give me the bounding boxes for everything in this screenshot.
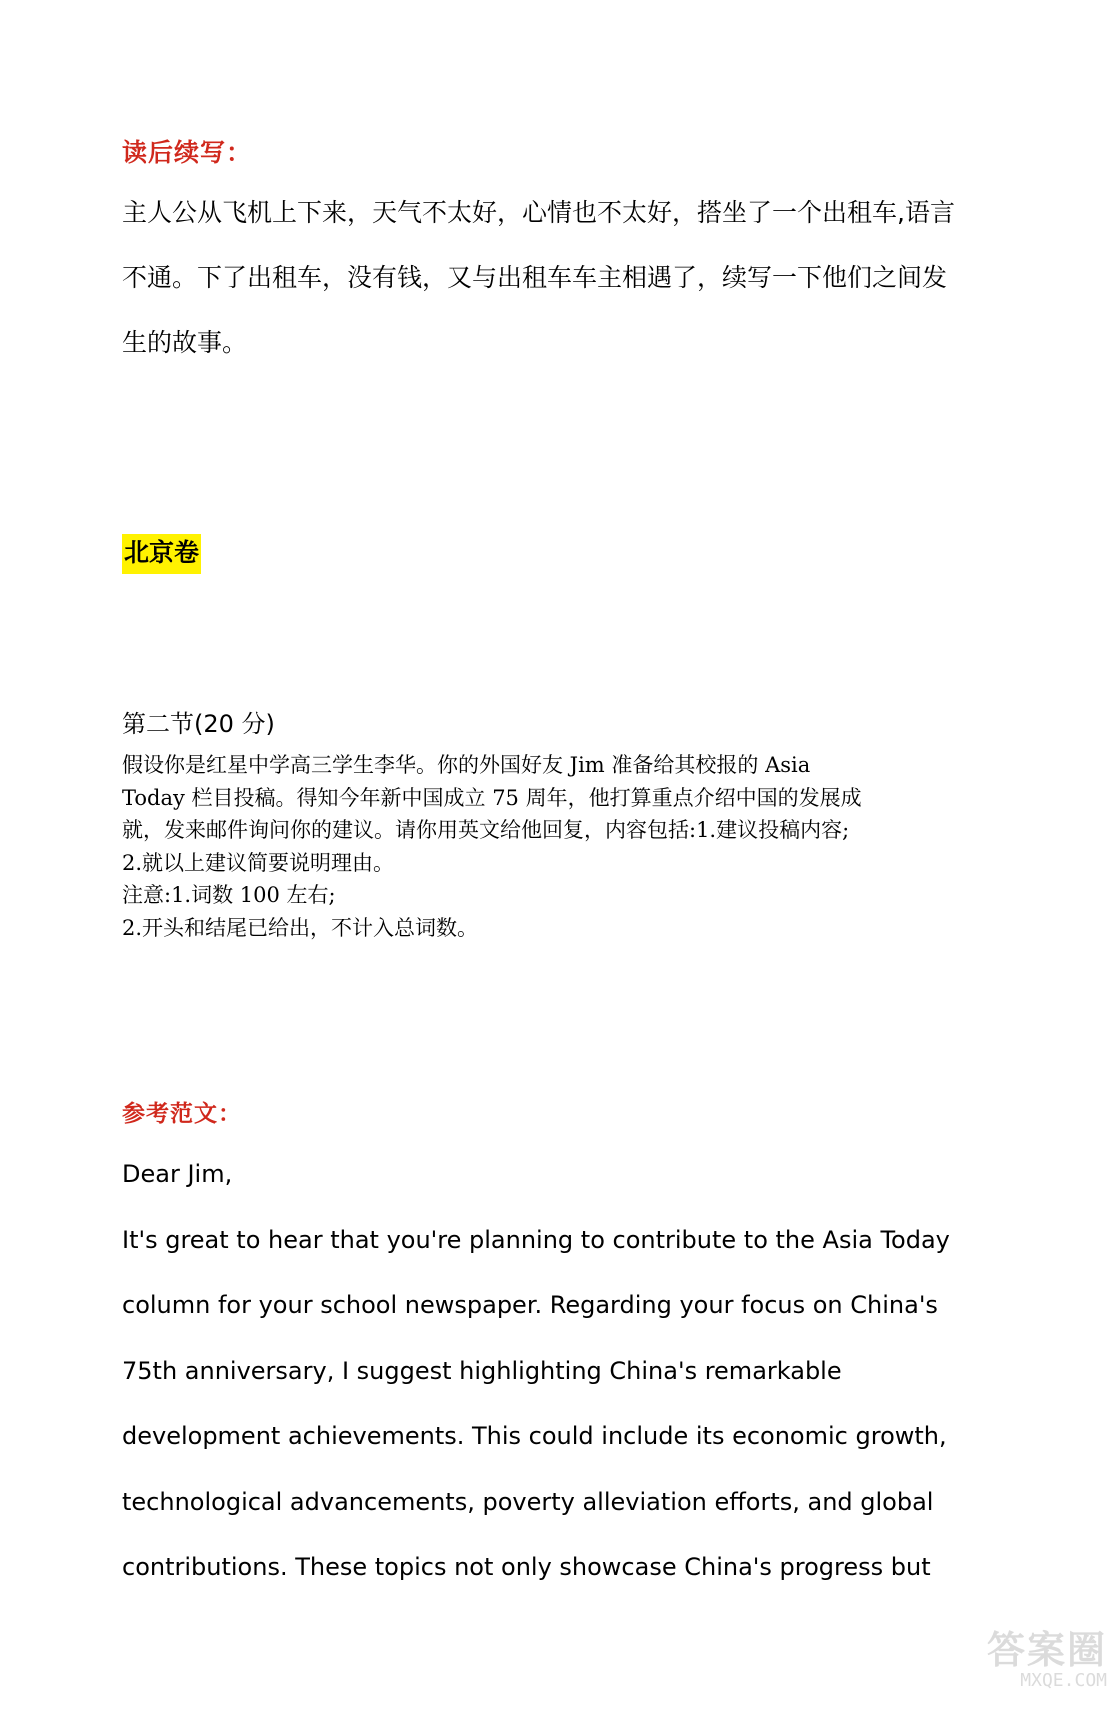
sample-heading: 参考范文：: [122, 1101, 242, 1127]
sample-line: 75th anniversary, I suggest highlighting China's remarkable: [122, 1356, 842, 1385]
sample-line: development achievements. This could include its economic growth,: [122, 1422, 947, 1450]
beijing-label: 北京卷: [122, 534, 201, 574]
task-line: 2.开头和结尾已给出，不计入总词数。: [122, 915, 479, 940]
continuation-line: 生的故事。: [122, 328, 248, 357]
sample-greeting: Dear Jim,: [122, 1160, 233, 1188]
continuation-line: 主人公从飞机上下来，天气不太好，心情也不太好，搭坐了一个出租车,语言: [122, 198, 955, 227]
beijing-label-wrapper: [122, 534, 1002, 574]
continuation-heading: 读后续写：: [122, 138, 253, 167]
sample-essay: [122, 1142, 1002, 1601]
task-line: 2.就以上建议简要说明理由。: [122, 850, 395, 875]
task-title: 第二节(20 分): [122, 710, 275, 738]
sample-line: It's great to hear that you're planning to contribute to the Asia Today: [122, 1225, 950, 1254]
watermark-url: MXQE.COM: [1020, 1670, 1107, 1691]
task-line: 假设你是红星中学高三学生李华。你的外国好友 Jim 准备给其校报的 Asia: [122, 753, 811, 777]
sample-line: column for your school newspaper. Regarding your focus on China's: [122, 1291, 938, 1319]
continuation-paragraph: [122, 180, 1002, 375]
task-line: Today 栏目投稿。得知今年新中国成立 75 周年，他打算重点介绍中国的发展成: [122, 785, 862, 810]
sample-line: contributions. These topics not only showcase China's progress but: [122, 1553, 931, 1581]
task-line: 注意:1.词数 100 左右;: [122, 883, 336, 907]
task-paragraph: [122, 749, 1002, 944]
sample-line: technological advancements, poverty alleviation efforts, and global: [122, 1487, 934, 1516]
task-line: 就，发来邮件询问你的建议。请你用英文给他回复，内容包括:1.建议投稿内容;: [122, 818, 850, 842]
continuation-line: 不通。下了出租车，没有钱，又与出租车车主相遇了，续写一下他们之间发: [122, 263, 948, 292]
watermark-logo: [967, 1619, 1107, 1703]
watermark-title: 答案圈: [986, 1628, 1107, 1672]
